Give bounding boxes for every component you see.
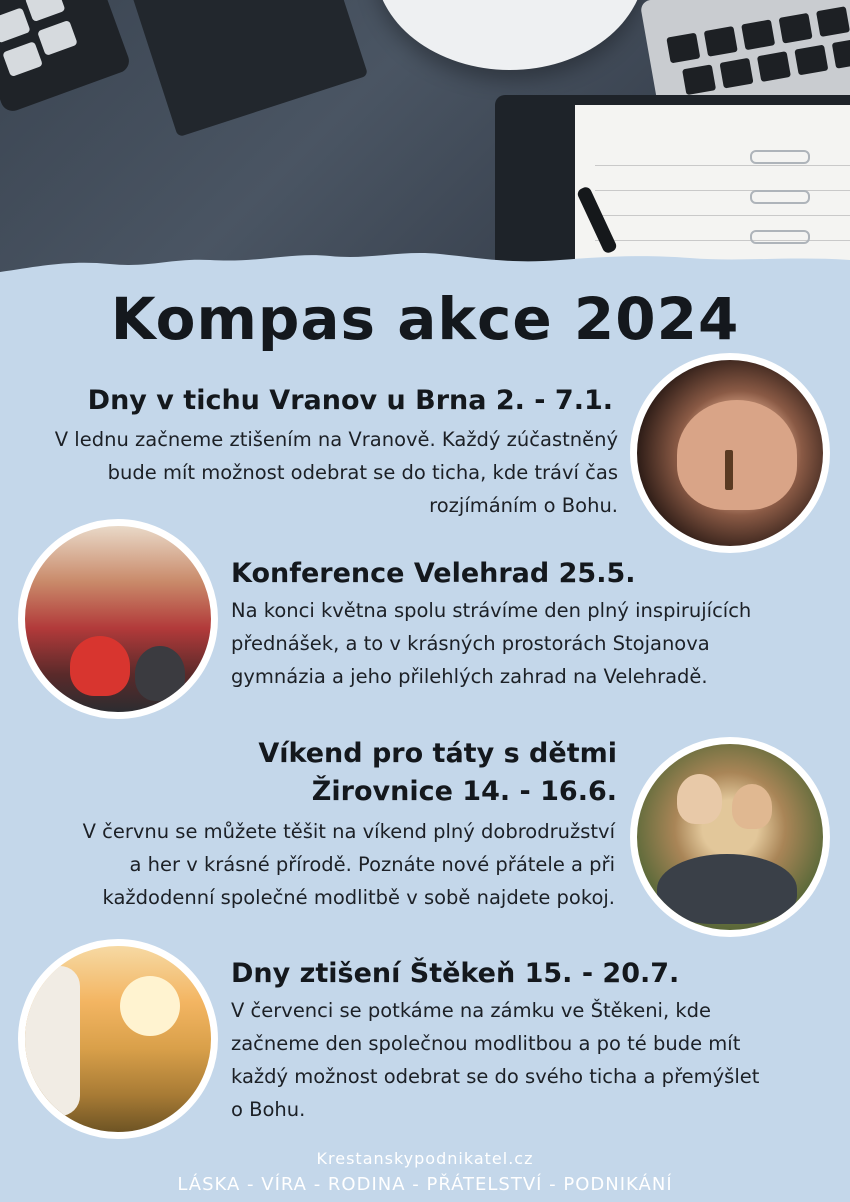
meditating-person-shape [25, 966, 80, 1116]
event-4-title-line: Dny ztišení Štěkeň 15. - 20.7. [231, 958, 680, 989]
event-1-description [18, 423, 618, 522]
conference-audience-photo [18, 519, 218, 719]
father-with-children-photo [630, 737, 830, 937]
event-1-title [88, 382, 613, 420]
footer-website: Krestanskypodnikatel.cz [316, 1149, 534, 1168]
event-3-text-line: každodenní společné modlitbě v sobě najdete pokoj. [102, 886, 615, 909]
event-3-text-line: a her v krásné přírodě. Poznáte nové přátele a při [129, 853, 615, 876]
event-4-text-line: V červenci se potkáme na zámku ve Štěkeni, kde [231, 999, 712, 1022]
event-4-text-line: o Bohu. [231, 1098, 306, 1121]
event-2-title [231, 555, 636, 593]
event-2-description [231, 594, 831, 693]
footer-tagline: LÁSKA - VÍRA - RODINA - PŘÁTELSTVÍ - PODNIKÁNÍ [177, 1174, 673, 1195]
rosary-prayer-hands-photo [630, 353, 830, 553]
planner-ring-graphic [750, 190, 810, 204]
event-1-title-line: Dny v tichu Vranov u Brna 2. - 7.1. [87, 385, 613, 416]
event-3-description [15, 815, 615, 914]
cross-shape [725, 450, 733, 490]
event-4-description [231, 994, 831, 1126]
event-1-text-line: rozjímáním o Bohu. [429, 494, 618, 517]
event-4-title [231, 955, 679, 993]
page-title: Kompas akce 2024 [110, 285, 740, 353]
event-1-text-line: bude mít možnost odebrat se do ticha, kde tráví čas [107, 461, 618, 484]
audience-member-shape [70, 636, 130, 696]
hands-shape [677, 400, 797, 510]
planner-ring-graphic [750, 150, 810, 164]
event-2-text-line: přednášek, a to v krásných prostorách Stojanova [231, 632, 710, 655]
calculator-graphic [0, 0, 132, 114]
child-face-shape [677, 774, 722, 824]
event-2-text-line: Na konci května spolu strávíme den plný inspirujících [231, 599, 752, 622]
sun-shape [120, 976, 180, 1036]
event-4-text-line: každý možnost odebrat se do svého ticha a přemýšlet [231, 1065, 760, 1088]
event-3-title-line: Žirovnice 14. - 16.6. [311, 776, 617, 807]
pen-holder-graphic [132, 0, 369, 137]
father-shape [657, 854, 797, 924]
event-2-text-line: gymnázia a jeho přilehlých zahrad na Velehradě. [231, 665, 708, 688]
audience-member-shape [135, 646, 185, 701]
event-3-title [258, 735, 617, 811]
event-3-title-line: Víkend pro táty s dětmi [258, 738, 617, 769]
child-face-shape [732, 784, 772, 829]
meditation-sunset-field-photo [18, 939, 218, 1139]
event-2-title-line: Konference Velehrad 25.5. [231, 558, 636, 589]
event-4-text-line: začneme den společnou modlitbou a po té bude mít [231, 1032, 741, 1055]
event-1-text-line: V lednu začneme ztišením na Vranově. Každý zúčastněný [54, 428, 618, 451]
event-3-text-line: V červnu se můžete těšit na víkend plný dobrodružství [82, 820, 615, 843]
coffee-cup-graphic [375, 0, 645, 70]
